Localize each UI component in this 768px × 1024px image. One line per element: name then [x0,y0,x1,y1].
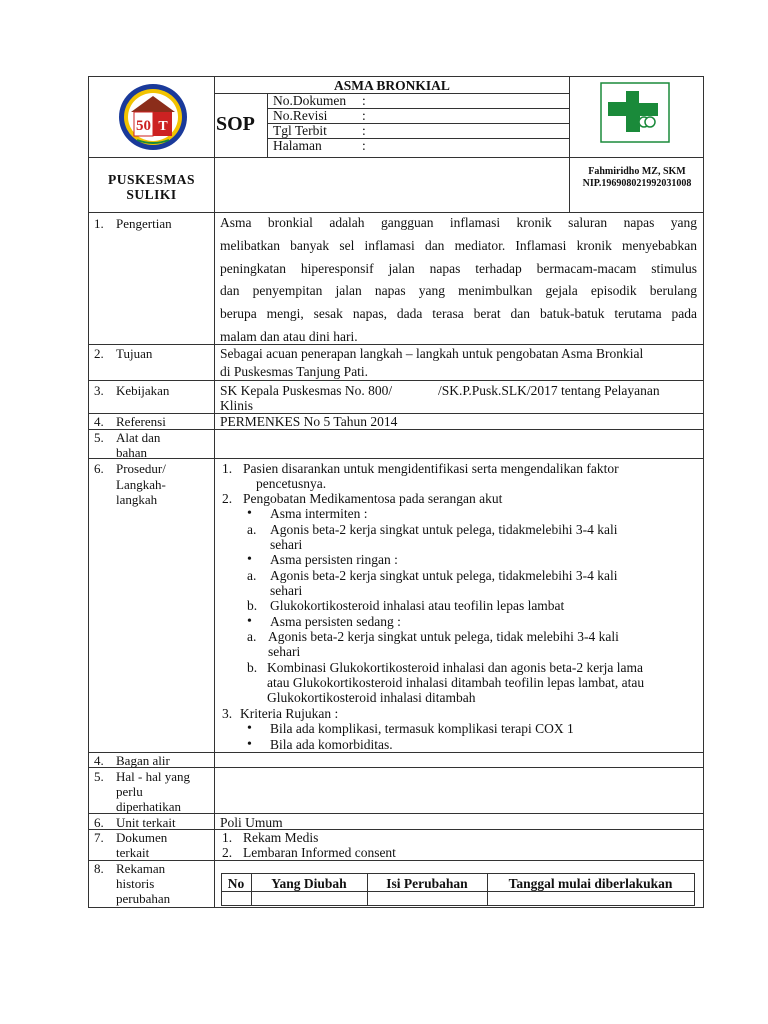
row-number: 4. [94,414,104,429]
row-label-dokumen-line1: Dokumen [116,830,168,845]
signer-nip: NIP.196908021992031008 [582,178,692,189]
org-name-line1: PUSKESMAS [107,172,196,187]
dokumen-item-number: 1. [222,830,233,845]
document-title: ASMA BRONKIAL [334,78,450,93]
row-label-tujuan: Tujuan [116,346,153,361]
row-label-referensi: Referensi [116,414,166,429]
svg-text:50: 50 [136,118,151,134]
rujukan-bullet-2: Bila ada komorbiditas. [270,737,393,752]
puskesmas-logo [117,82,189,152]
ringan-a-line1: Agonis beta-2 kerja singkat untuk pelega, tidakmelebihi 3-4 kali [270,568,618,583]
step1-text-line2: pencetusnya. [256,476,327,491]
sub-letter: b. [247,598,258,613]
kebijakan-text-b: /SK.P.Pusk.SLK/2017 tentang Pelayanan [438,383,660,398]
sub-letter: a. [247,522,257,537]
row-label-hal-line1: Hal - hal yang [116,769,191,784]
dokumen-item-informed-consent: Lembaran Informed consent [243,845,396,860]
bullet-icon: • [247,721,252,736]
row-number: 7. [94,830,104,845]
sub-letter: a. [247,568,257,583]
row-label-prosedur-line1: Prosedur/ [116,461,166,476]
row-label-prosedur-line2: Langkah- [116,477,166,492]
field-no-revisi-sep: : [362,108,366,123]
row-label-prosedur-line3: langkah [116,492,158,507]
field-tgl-terbit: Tgl Terbit [273,123,327,138]
tujuan-text-line2: di Puskesmas Tanjung Pati. [220,364,369,379]
field-halaman: Halaman [273,138,322,153]
sedang-a-line2: sehari [268,644,301,659]
tujuan-text-line1: Sebagai acuan penerapan langkah – langkah untuk pengobatan Asma Bronkial [220,346,644,361]
row-number: 5. [94,430,104,445]
kebijakan-text-line2: Klinis [220,398,254,413]
field-no-dokumen: No.Dokumen [273,93,347,108]
row-label-rekaman-line1: Rekaman [116,861,166,876]
bullet-asma-persisten-sedang: Asma persisten sedang : [270,614,401,629]
bullet-asma-persisten-ringan: Asma persisten ringan : [270,552,398,567]
rujukan-bullet-1: Bila ada komplikasi, termasuk komplikasi terapi COX 1 [270,721,574,736]
referensi-text: PERMENKES No 5 Tahun 2014 [220,414,398,429]
bullet-icon: • [247,506,252,521]
row-label-alat-line2: bahan [116,445,148,460]
row-label-rekaman-line2: historis [116,876,155,891]
row-number: 4. [94,753,104,768]
bullet-icon: • [247,614,252,629]
svg-text:T: T [158,119,168,134]
field-no-revisi: No.Revisi [273,108,328,123]
row-label-pengertian: Pengertian [116,216,172,231]
history-header-no: No [227,876,245,891]
dokumen-item-rekam-medis: Rekam Medis [243,830,319,845]
row-label-unit-terkait: Unit terkait [116,815,176,830]
kebijakan-text-a: SK Kepala Puskesmas No. 800/ [220,383,393,398]
dokumen-item-number: 2. [222,845,233,860]
row-number: 2. [94,346,104,361]
row-label-dokumen-line2: terkait [116,845,150,860]
sedang-b-line3: Glukokortikosteroid inhalasi ditambah [267,690,476,705]
sop-label: SOP [216,113,255,135]
row-number: 8. [94,861,104,876]
history-header-isi-perubahan: Isi Perubahan [386,876,468,891]
history-header-tanggal: Tanggal mulai diberlakukan [508,876,673,891]
step2-text: Pengobatan Medikamentosa pada serangan akut [243,491,503,506]
signer-name: Fahmiridho MZ, SKM [588,166,686,177]
step-number: 2. [222,491,233,506]
intermiten-a-line2: sehari [270,537,303,552]
field-tgl-terbit-sep: : [362,123,366,138]
row-number: 5. [94,769,104,784]
bullet-icon: • [247,737,252,752]
sub-letter: a. [247,629,257,644]
bullet-icon: • [247,552,252,567]
pengertian-text: Asma bronkial adalah gangguan inflamasi kronik saluran napas yang melibatkan banyak sel inflamasi dan mediator. Inflamasi kronik menyebabkan peningkatan hiperesponsif jalan napas terhadap bermacam-macam stimulus dan penyempitan jalan napas yang menimbulkan gejala episodik berulang berupa mengi, sesak napas, dada terasa berat dan batuk-batuk terutama pada malam dan atau dini hari. [220,215,697,344]
row-label-hal-line2: perlu [116,784,143,799]
row-label-alat-line1: Alat dan [116,430,161,445]
field-halaman-sep: : [362,138,366,153]
sedang-a-line1: Agonis beta-2 kerja singkat untuk pelega, tidak melebihi 3-4 kali [268,629,619,644]
row-label-hal-line3: diperhatikan [116,799,181,814]
unit-terkait-value: Poli Umum [220,815,283,830]
sedang-b-line2: atau Glukokortikosteroid inhalasi ditambah teofilin lepas lambat, atau [267,675,645,690]
intermiten-a-line1: Agonis beta-2 kerja singkat untuk pelega, tidakmelebihi 3-4 kali [270,522,618,537]
sub-letter: b. [247,660,258,675]
health-cross-logo [600,82,670,143]
bullet-asma-intermiten: Asma intermiten : [270,506,368,521]
sedang-b-line1: Kombinasi Glukokortikosteroid inhalasi dan agonis beta-2 kerja lama [267,660,644,675]
row-label-rekaman-line3: perubahan [116,891,171,906]
step3-text: Kriteria Rujukan : [240,706,339,721]
row-label-kebijakan: Kebijakan [116,383,170,398]
ringan-a-line2: sehari [270,583,303,598]
row-number: 3. [94,383,104,398]
field-no-dokumen-sep: : [362,93,366,108]
step-number: 3. [222,706,233,721]
step1-text-line1: Pasien disarankan untuk mengidentifikasi serta mengendalikan faktor [243,461,619,476]
row-number: 6. [94,815,104,830]
history-header-yang-diubah: Yang Diubah [271,876,347,891]
step-number: 1. [222,461,233,476]
row-label-bagan-alir: Bagan alir [116,753,170,768]
row-number: 1. [94,216,104,231]
org-name-line2: SULIKI [126,187,177,202]
ringan-b: Glukokortikosteroid inhalasi atau teofilin lepas lambat [270,598,565,613]
row-number: 6. [94,461,104,476]
